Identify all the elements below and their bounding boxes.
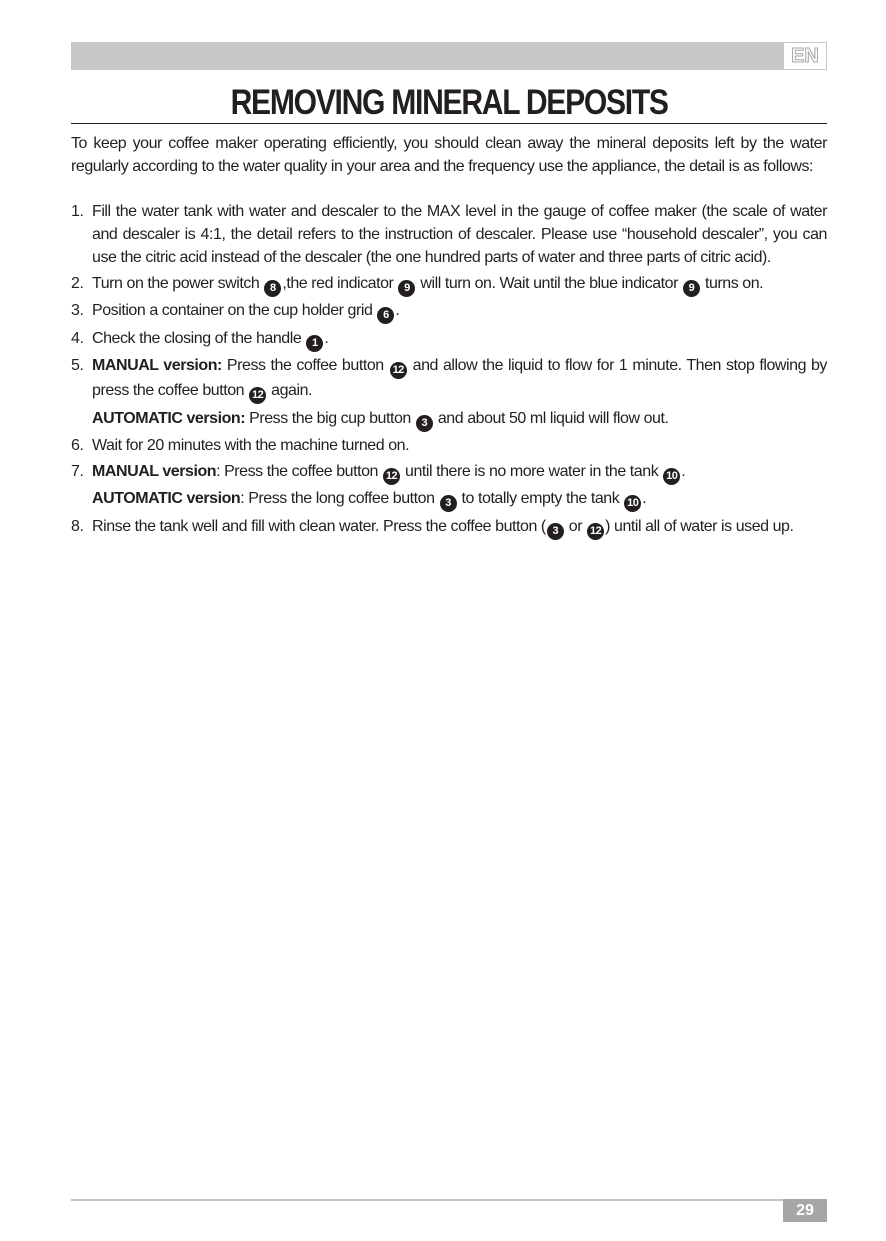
page-number: 29 (783, 1199, 827, 1222)
intro-paragraph: To keep your coffee maker operating efficiently, you should clean away the mineral deposits left by the water regularly according to the water quality in your area and the frequency use the appliance, the detail is as follows: (71, 135, 827, 175)
step-7 (71, 460, 827, 513)
coffee-button-ref-icon: 12 (587, 523, 604, 540)
step-number: 8. (71, 517, 84, 535)
version-label: AUTOMATIC version: (92, 409, 246, 427)
language-badge: EN (783, 42, 827, 70)
coffee-button-ref-icon: 12 (390, 362, 407, 379)
coffee-button-ref-icon: 12 (249, 387, 266, 404)
step-text: . (324, 329, 329, 347)
long-coffee-button-ref-icon: 3 (440, 495, 457, 512)
indicator-ref-icon: 9 (398, 280, 415, 297)
step-8 (71, 515, 827, 540)
step-3 (71, 299, 827, 324)
step-text: . (395, 302, 400, 319)
step-text: . (681, 462, 686, 480)
step-number: 1. (71, 203, 84, 220)
step-number: 2. (71, 274, 84, 292)
step-6 (71, 434, 827, 457)
step-text: Press the coffee button (221, 357, 389, 374)
step-text: and about 50 ml liquid will flow out. (433, 409, 669, 427)
power-switch-ref-icon: 8 (264, 280, 281, 297)
footer-rule (71, 1199, 783, 1201)
step-text: again. (267, 382, 313, 399)
step-number: 5. (71, 357, 84, 374)
step-1 (71, 200, 827, 269)
steps-list (71, 200, 827, 542)
tank-ref-icon: 10 (624, 495, 641, 512)
coffee-button-ref-icon: 12 (383, 468, 400, 485)
step-text: : Press the coffee button (216, 462, 382, 480)
page-title: REMOVING MINERAL DEPOSITS (230, 83, 668, 122)
step-text: Position a container on the cup holder grid (92, 302, 377, 319)
cup-grid-ref-icon: 6 (377, 307, 394, 324)
step-text: Turn on the power switch (92, 274, 264, 292)
header-bar (71, 42, 783, 70)
step-text: or (564, 517, 587, 535)
step-4 (71, 327, 827, 352)
version-label: MANUAL version (92, 462, 217, 480)
step-2 (71, 272, 827, 297)
step-number: 3. (71, 302, 84, 319)
step-text: turns on. (700, 274, 764, 292)
step-5 (71, 354, 827, 432)
step-text: ,the red indicator (282, 274, 398, 292)
version-label: AUTOMATIC version (92, 490, 241, 507)
title-block (71, 80, 827, 124)
step-text: until there is no more water in the tank (401, 462, 663, 480)
step-text: to totally empty the tank (457, 490, 624, 507)
step-text: Check the closing of the handle (92, 329, 306, 347)
big-cup-button-ref-icon: 3 (547, 523, 564, 540)
step-text: . (642, 490, 647, 507)
step-text: Fill the water tank with water and descaler to the MAX level in the gauge of coffee maker (the scale of water and descaler is 4:1, the detail refers to the instruction of descaler. Please use “household descaler”, you can use the citric acid instead of the descaler (the one hundred parts of water and three parts of citric acid). (92, 203, 827, 266)
step-number: 6. (71, 437, 84, 454)
step-text: and allow the liquid to flow for 1 minute. Then stop flowing by press the coffee button (92, 357, 827, 399)
indicator-ref-icon: 9 (683, 280, 700, 297)
version-label: MANUAL version: (92, 357, 222, 374)
tank-ref-icon: 10 (663, 468, 680, 485)
step-text: Wait for 20 minutes with the machine turned on. (92, 437, 410, 454)
handle-ref-icon: 1 (306, 335, 323, 352)
big-cup-button-ref-icon: 3 (416, 415, 433, 432)
step-number: 7. (71, 462, 84, 480)
step-text: : Press the long coffee button (240, 490, 439, 507)
step-number: 4. (71, 329, 84, 347)
step-text: ) until all of water is used up. (605, 517, 794, 535)
step-text: Press the big cup button (245, 409, 415, 427)
step-text: Rinse the tank well and fill with clean water. Press the coffee button ( (92, 517, 546, 535)
step-text: will turn on. Wait until the blue indicator (416, 274, 682, 292)
